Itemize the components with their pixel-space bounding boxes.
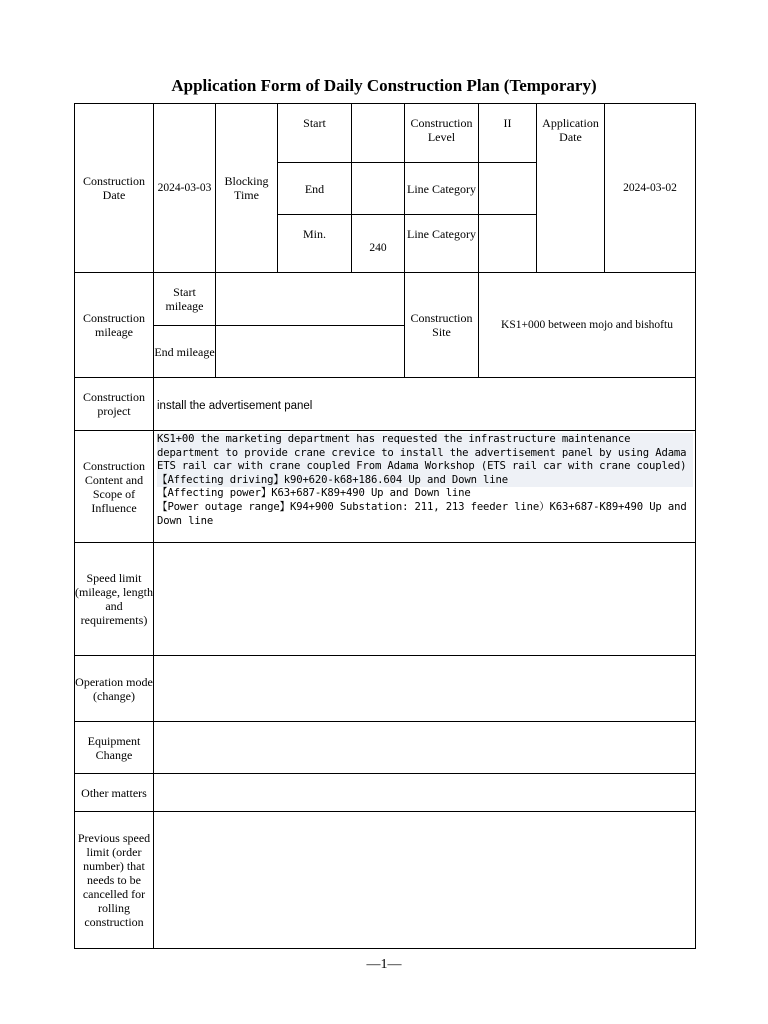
construction-level-label: Construction Level [405, 104, 479, 163]
construction-content-label: Construction Content and Scope of Influence [75, 431, 154, 543]
operation-mode-value [154, 656, 696, 722]
min-value: 240 [352, 215, 405, 273]
construction-project-label: Construction project [75, 378, 154, 431]
line-category-value-2 [479, 215, 537, 273]
end-value [352, 163, 405, 215]
construction-site-label: Construction Site [405, 273, 479, 378]
speed-limit-value [154, 543, 696, 656]
end-mileage-label: End mileage [154, 326, 216, 378]
construction-site-value: KS1+000 between mojo and bishoftu [479, 273, 696, 378]
construction-level-value: II [479, 104, 537, 163]
start-label: Start [278, 104, 352, 163]
speed-limit-label: Speed limit (mileage, length and requirements) [75, 543, 154, 656]
construction-project-value: install the advertisement panel [154, 378, 696, 431]
start-mileage-label: Start mileage [154, 273, 216, 326]
min-label: Min. [278, 215, 352, 273]
previous-speed-limit-label: Previous speed limit (order number) that needs to be cancelled for rolling construction [75, 812, 154, 949]
construction-mileage-label: Construction mileage [75, 273, 154, 378]
construction-content-value [154, 431, 696, 543]
start-mileage-value [216, 273, 405, 326]
form-title: Application Form of Daily Construction Plan (Temporary) [171, 76, 597, 95]
application-date-label: Application Date [537, 104, 605, 273]
other-matters-label: Other matters [75, 774, 154, 812]
other-matters-value [154, 774, 696, 812]
content-affecting-power: 【Affecting power】K63+687-K89+490 Up and Down line [157, 487, 471, 500]
content-intro: KS1+00 the marketing department has requested the infrastructure maintenance department to provide crane crevice to install the advertisement panel by using Adama ETS rail car with crane coupled From Adama Workshop (ETS rail car with crane coupled) [157, 433, 687, 473]
end-label: End [278, 163, 352, 215]
construction-plan-form [74, 103, 696, 949]
previous-speed-limit-value [154, 812, 696, 949]
application-date-value: 2024-03-02 [605, 104, 696, 273]
construction-date-label: Construction Date [75, 104, 154, 273]
page-number: —1— [366, 957, 402, 972]
blocking-time-label: Blocking Time [216, 104, 278, 273]
equipment-change-value [154, 722, 696, 774]
line-category-label-2: Line Category [405, 215, 479, 273]
line-category-value-1 [479, 163, 537, 215]
content-affecting-driving: 【Affecting driving】k90+620-k68+186.604 Up and Down line [157, 473, 508, 486]
start-value [352, 104, 405, 163]
line-category-label-1: Line Category [405, 163, 479, 215]
equipment-change-label: Equipment Change [75, 722, 154, 774]
construction-date-value: 2024-03-03 [154, 104, 216, 273]
end-mileage-value [216, 326, 405, 378]
content-power-outage: 【Power outage range】K94+900 Substation: 211, 213 feeder line）K63+687-K89+490 Up and Down line [157, 500, 687, 527]
operation-mode-label: Operation mode (change) [75, 656, 154, 722]
